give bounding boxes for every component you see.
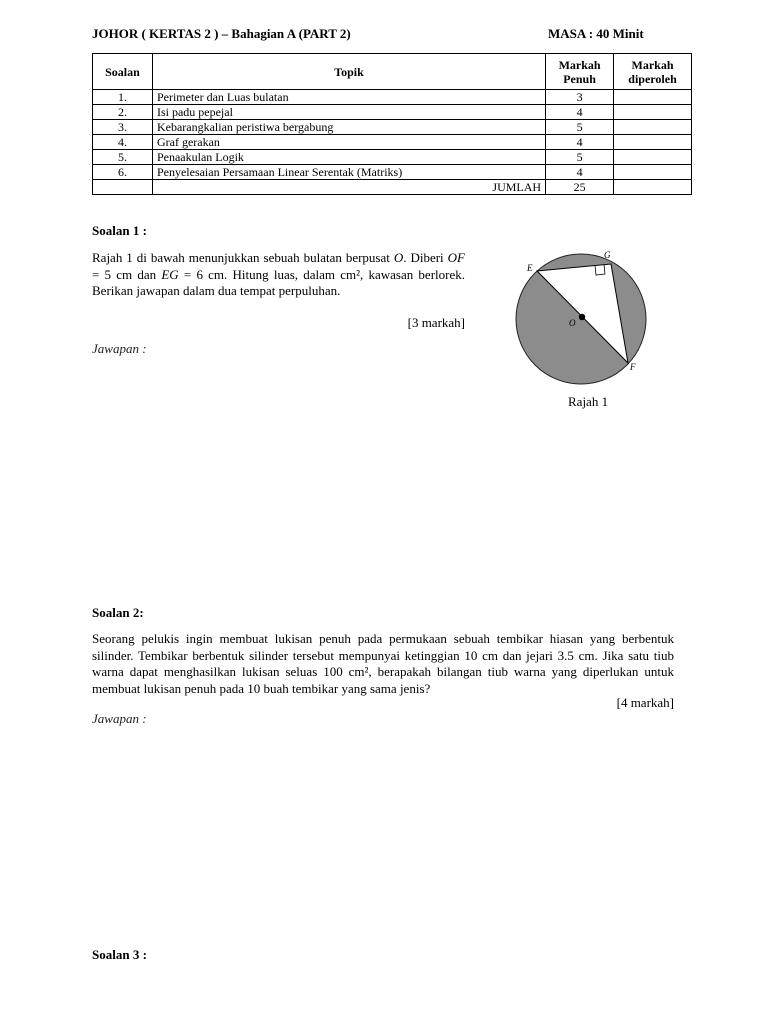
row-topic: Perimeter dan Luas bulatan [152,90,545,105]
row-number: 5. [93,150,153,165]
table-row [93,165,692,180]
question-1-title: Soalan 1 : [92,223,147,238]
table-row [93,150,692,165]
row-obtained-marks[interactable] [614,120,692,135]
row-obtained-marks[interactable] [614,135,692,150]
row-full-marks: 5 [546,150,614,165]
row-obtained-marks[interactable] [614,150,692,165]
q1-text-c: = 5 cm dan [92,266,162,282]
row-full-marks: 4 [546,135,614,150]
row-number: 4. [93,135,153,150]
q1-text-b: . Diberi [403,250,448,265]
q1-text-d: = 6 cm. Hitung luas, dalam cm², kawasan berlorek. Berikan jawapan dalam dua tempat perpuluhan. [92,266,465,298]
header-markah-penuh [546,54,614,90]
q1-var-o: O [393,250,404,265]
question-1-marks: [3 markah] [407,315,465,330]
header-markah-penuh-line1: Markah [558,57,601,72]
q1-var-eg: EG [161,266,179,282]
center-point [579,314,585,320]
row-obtained-marks[interactable] [614,90,692,105]
document-title: JOHOR ( KERTAS 2 ) – Bahagian A (PART 2) [92,26,351,41]
row-topic: Kebarangkalian peristiwa bergabung [152,120,545,135]
question-2-marks: [4 markah] [616,695,674,710]
row-full-marks: 4 [546,105,614,120]
question-1-answer-label: Jawapan : [92,341,147,356]
header-markah-diperoleh [614,54,692,90]
label-g: G [604,250,611,260]
rajah-1-figure [505,245,665,395]
row-topic: Penaakulan Logik [152,150,545,165]
row-obtained-marks[interactable] [614,165,692,180]
header-markah-diperoleh-line1: Markah [631,57,674,72]
total-row [93,180,692,195]
label-o: O [569,318,576,328]
row-full-marks: 5 [546,120,614,135]
row-topic: Isi padu pepejal [152,105,545,120]
table-row [93,105,692,120]
question-1-text [92,250,465,300]
total-label: JUMLAH [152,180,545,195]
row-obtained-marks[interactable] [614,105,692,120]
row-topic: Graf gerakan [152,135,545,150]
q1-var-of: OF [447,250,465,265]
header-markah-penuh-line2: Penuh [563,71,596,86]
q1-text-a: Rajah 1 di bawah menunjukkan sebuah bulatan berpusat [92,250,394,265]
row-topic: Penyelesaian Persamaan Linear Serentak (Matriks) [152,165,545,180]
header-markah-diperoleh-line2: diperoleh [628,71,677,86]
question-2-text: Seorang pelukis ingin membuat lukisan penuh pada permukaan sebuah tembikar hiasan yang berbentuk silinder. Tembikar berbentuk silinder tersebut mempunyai ketinggian 10 cm dan jejari 3.5 cm. Jika satu tiub warna dapat menghasilkan lukisan seluas 100 cm², berapakah bilangan tiub warna yang diperlukan untuk membuat lukisan penuh pada 10 buah tembikar yang sama jenis? [92,631,674,696]
total-obtained[interactable] [614,180,692,195]
total-value: 25 [546,180,614,195]
label-f: F [630,362,636,372]
question-2-title: Soalan 2: [92,605,144,620]
table-row [93,135,692,150]
row-number: 6. [93,165,153,180]
row-number: 1. [93,90,153,105]
figure-caption: Rajah 1 [568,394,609,409]
header-topik: Topik [152,54,545,90]
row-full-marks: 3 [546,90,614,105]
question-2-answer-label: Jawapan : [92,711,147,726]
question-3-title: Soalan 3 : [92,947,147,962]
time-allowed: MASA : 40 Minit [548,26,644,41]
row-full-marks: 4 [546,165,614,180]
header-soalan: Soalan [93,54,153,90]
total-blank [93,180,153,195]
row-number: 2. [93,105,153,120]
table-row [93,90,692,105]
row-number: 3. [93,120,153,135]
topic-summary-table [92,53,692,195]
table-row [93,120,692,135]
label-e: E [527,263,533,273]
table-header-row [93,54,692,90]
